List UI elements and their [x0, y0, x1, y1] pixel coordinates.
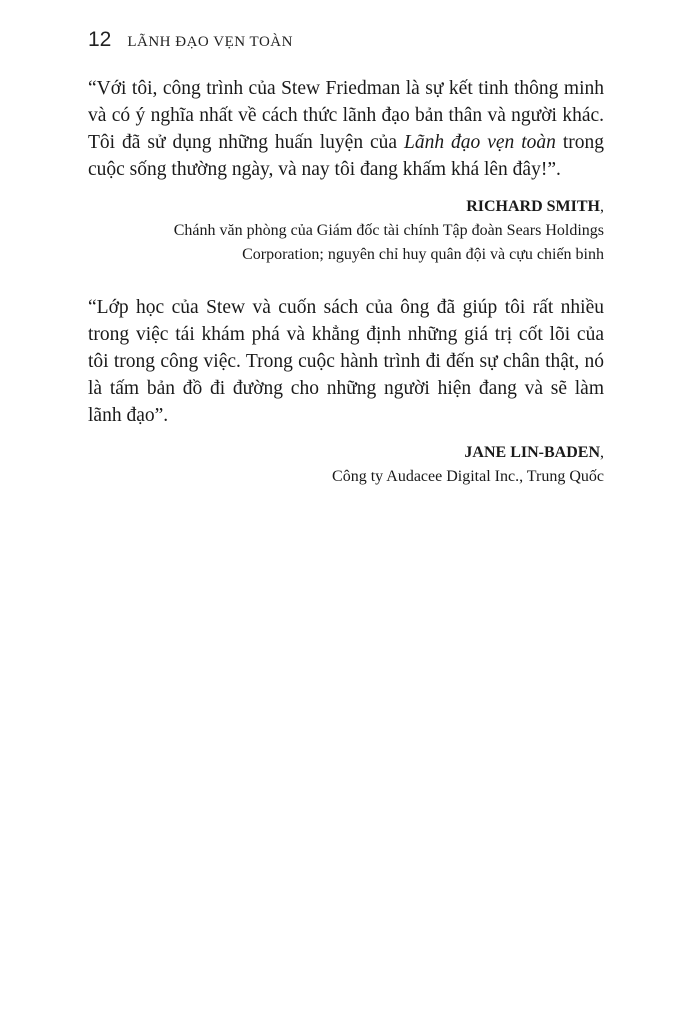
author-description: Corporation; nguyên chỉ huy quân đội và cựu chiến binh — [242, 246, 604, 263]
testimonial-attribution — [88, 441, 604, 489]
author-description: Công ty Audacee Digital Inc., Trung Quốc — [332, 468, 604, 485]
book-title-italic: Lãnh đạo vẹn toàn — [404, 132, 556, 153]
testimonial-quote — [88, 75, 604, 183]
testimonial-quote: “Lớp học của Stew và cuốn sách của ông đã giúp tôi rất nhiều trong việc tái khám phá và khẳng định những giá trị cốt lõi của tôi trong công việc. Trong cuộc hành trình đi đến sự chân thật, nó là tấm bản đồ đi đường cho những người hiện đang và sẽ làm lãnh đạo”. — [88, 297, 604, 426]
author-name-text: RICHARD SMITH — [466, 198, 600, 215]
author-name-comma: , — [600, 198, 604, 215]
author-name — [88, 195, 604, 219]
author-name-text: JANE LIN-BADEN — [464, 444, 600, 461]
quote-text: “Với tôi, công trình của Stew Friedman là sự kết tinh thông minh và có ý nghĩa nhất về cách thức lãnh đạo bản thân và người khác. Tôi đã sử dụng những huấn luyện của — [88, 78, 604, 153]
page-number: 12 — [88, 28, 112, 51]
author-name — [88, 441, 604, 465]
testimonial-attribution — [88, 195, 604, 267]
page-content — [88, 75, 604, 489]
quote-text: trong cuộc sống thường ngày, và nay tôi đang khấm khá lên đây!”. — [88, 132, 604, 180]
running-title: LÃNH ĐẠO VẸN TOÀN — [127, 34, 293, 50]
author-name-comma: , — [600, 444, 604, 461]
testimonial-block — [88, 75, 604, 267]
author-description: Chánh văn phòng của Giám đốc tài chính Tập đoàn Sears Holdings — [173, 222, 604, 239]
page-header — [88, 28, 293, 52]
testimonial-block — [88, 294, 604, 489]
